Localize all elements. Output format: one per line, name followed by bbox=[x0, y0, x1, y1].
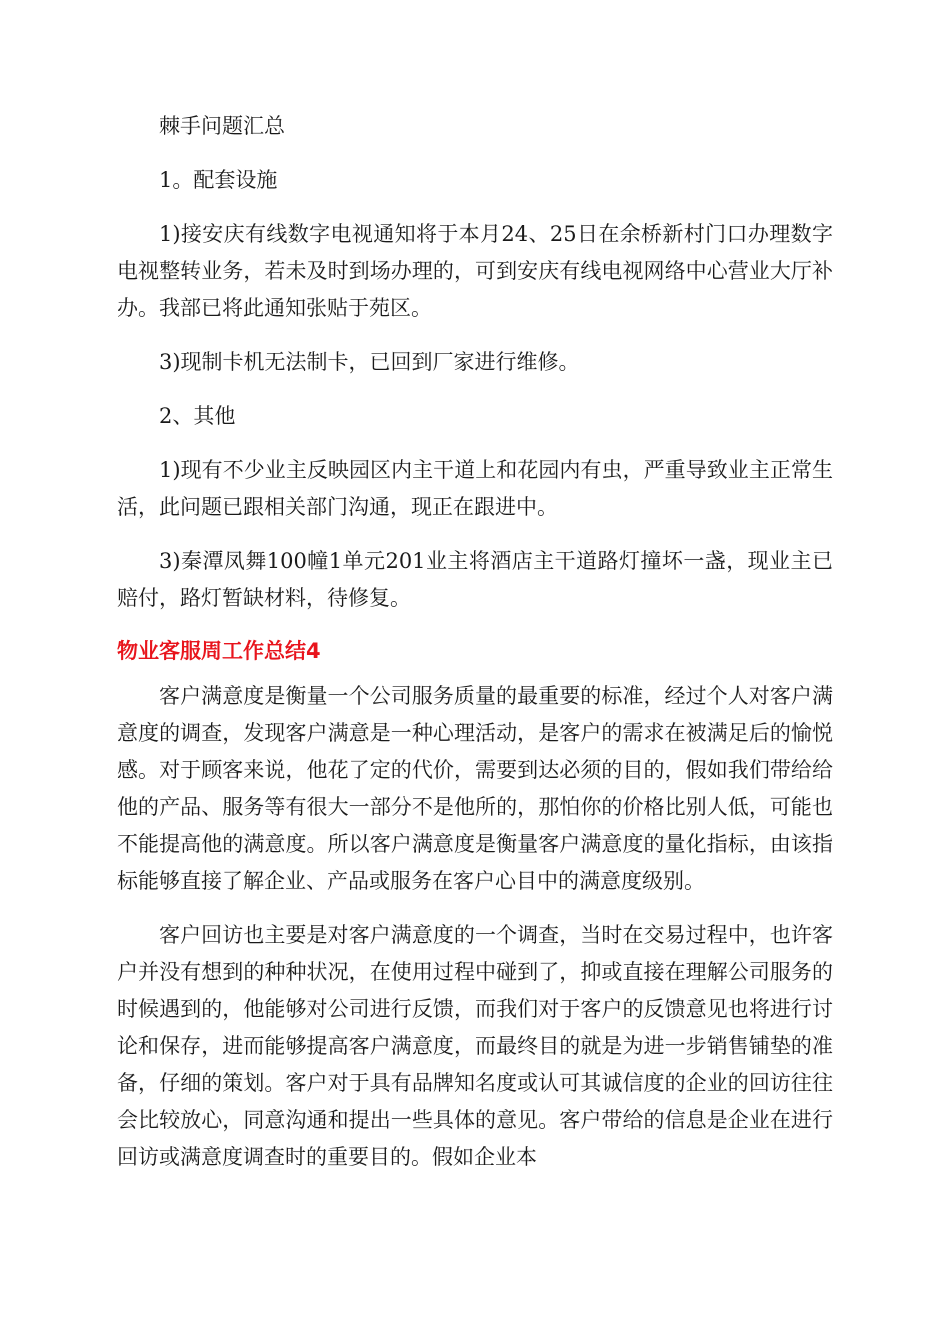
paragraph-digital-tv-notice: 1)接安庆有线数字电视通知将于本月24、25日在余桥新村门口办理数字电视整转业务，若未及时到场办理的，可到安庆有线电视网络中心营业大厅补办。我部已将此通知张贴于苑区。 bbox=[117, 222, 833, 320]
paragraph-issues-title: 棘手问题汇总 bbox=[159, 114, 285, 138]
document-page bbox=[117, 108, 833, 1193]
paragraph-card-machine: 3)现制卡机无法制卡，已回到厂家进行维修。 bbox=[159, 350, 580, 374]
paragraph-other-heading: 2、其他 bbox=[159, 404, 236, 428]
paragraph-customer-follow-up: 客户回访也主要是对客户满意度的一个调查，当时在交易过程中，也许客户并没有想到的种种状况，在使用过程中碰到了，抑或直接在理解公司服务的时候遇到的，他能够对公司进行反馈，而我们对于客户的反馈意见也将进行讨论和保存，进而能够提高客户满意度，而最终目的就是为进一步销售铺垫的准备，仔细的策划。客户对于具有品牌知名度或认可其诚信度的企业的回访往往会比较放心，同意沟通和提出一些具体的意见。客户带给的信息是企业在进行回访或满意度调查时的重要目的。假如企业本 bbox=[117, 923, 833, 1169]
paragraph-facilities-heading: 1。配套设施 bbox=[159, 168, 278, 192]
paragraph-insects-complaint: 1)现有不少业主反映园区内主干道上和花园内有虫，严重导致业主正常生活，此问题已跟相关部门沟通，现正在跟进中。 bbox=[117, 458, 833, 519]
section-heading: 物业客服周工作总结4 bbox=[117, 639, 321, 663]
paragraph-streetlight-damage: 3)秦潭凤舞100幢1单元201业主将酒店主干道路灯撞坏一盏，现业主已赔付，路灯暂缺材料，待修复。 bbox=[117, 549, 833, 610]
paragraph-customer-satisfaction: 客户满意度是衡量一个公司服务质量的最重要的标准，经过个人对客户满意度的调查，发现客户满意是一种心理活动，是客户的需求在被满足后的愉悦感。对于顾客来说，他花了定的代价，需要到达必须的目的，假如我们带给给他的产品、服务等有很大一部分不是他所的，那怕你的价格比别人低，可能也不能提高他的满意度。所以客户满意度是衡量客户满意度的量化指标，由该指标能够直接了解企业、产品或服务在客户心目中的满意度级别。 bbox=[117, 684, 833, 893]
